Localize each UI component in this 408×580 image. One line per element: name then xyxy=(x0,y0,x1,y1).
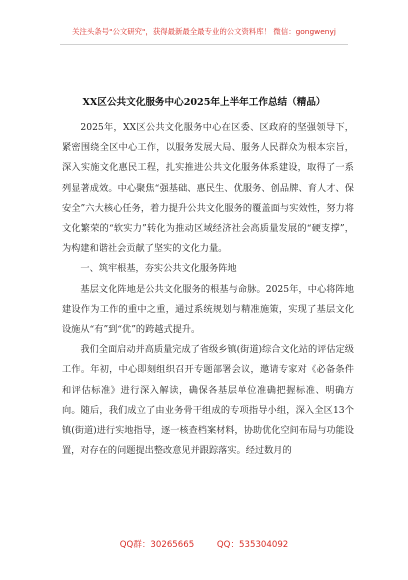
document-body xyxy=(62,118,354,461)
footer-contact xyxy=(0,538,408,550)
header-banner: 关注头条号"公文研究"，获得最新最全最专业的公文资料库！ 微信：gongwenyj xyxy=(72,27,336,36)
paragraph-intro: 2025年，XX区公共文化服务中心在区委、区政府的坚强领导下，紧密围绕全区中心工作，以服务发展大局、服务人民群众为根本宗旨，深入实施文化惠民工程，扎实推进公共文化服务体系建设，取得了一系列显著成效。中心聚焦“强基础、惠民生、优服务、创品牌、育人才、保安全”六大核心任务，着力提升公共文化服务的覆盖面与实效性，努力将文化繁荣的“软实力”转化为推动区域经济社会高质量发展的“硬支撑”，为构建和谐社会贡献了坚实的文化力量。 xyxy=(62,122,354,255)
section-heading-1: 一、筑牢根基，夯实公共文化服务阵地 xyxy=(80,263,237,275)
header-divider xyxy=(60,44,348,45)
document-title: XX区公共文化服务中心2025年上半年工作总结（精品） xyxy=(82,97,326,108)
footer-qq: QQ：535304092 xyxy=(216,540,289,550)
paragraph-section1-intro: 基层文化阵地是公共文化服务的根基与命脉。2025年，中心将阵地建设作为工作的重中之重，通过系统规划与精准施策，实现了基层文化设施从“有”到“优”的跨越式提升。 xyxy=(62,283,354,336)
footer-qq-group: QQ群：30265665 xyxy=(119,540,195,550)
paragraph-section1-detail: 我们全面启动并高质量完成了省级乡镇(街道)综合文化站的评估定级工作。年初，中心即刻组织召开专题部署会议，邀请专家对《必备条件和评估标准》进行深入解读，确保各基层单位准确把握标准、明确方向。随后，我们成立了由业务骨干组成的专项指导小组，深入全区13个镇(街道)进行实地指导，逐一核查档案材料，协助优化空间布局与功能设置，对存在的问题提出整改意见并跟踪落实。经过数月的 xyxy=(62,344,354,457)
